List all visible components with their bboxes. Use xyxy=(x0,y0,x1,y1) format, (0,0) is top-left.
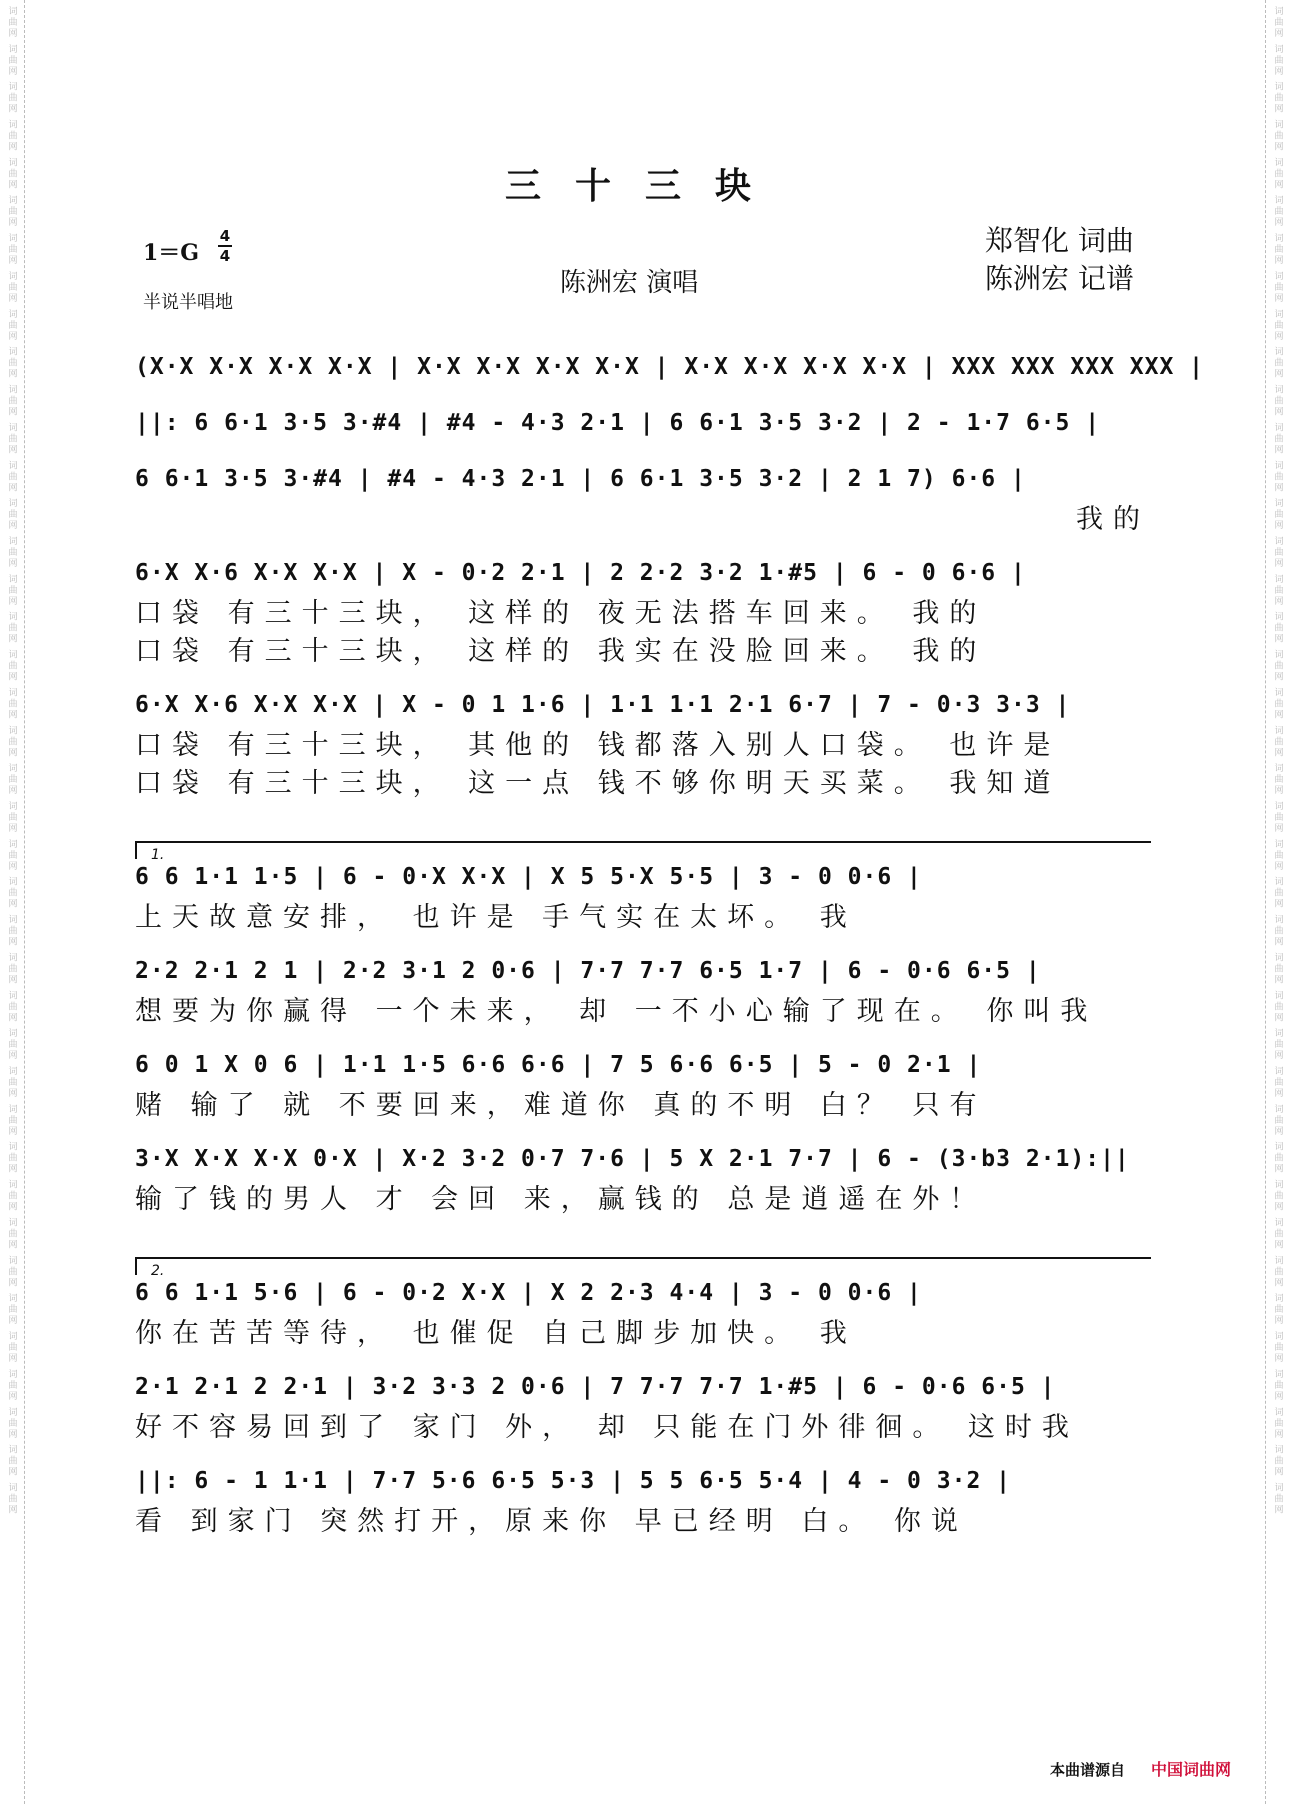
melody-line: ||: 6 - 1 1·1 | 7·7 5·6 6·5 5·3 | 5 5 6·5 5·4 | 4 - 0 3·2 | xyxy=(135,1468,1011,1494)
score-system xyxy=(135,345,1204,389)
performer: 陈洲宏 演唱 xyxy=(560,268,699,298)
score-system xyxy=(135,551,1150,671)
score-system xyxy=(135,401,1150,445)
melody-line: ||: 6 6·1 3·5 3·#4 | #4 - 4·3 2·1 | 6 6·1 3·5 3·2 | 2 - 1·7 6·5 | xyxy=(135,410,1101,436)
melody-line: (X·X X·X X·X X·X | X·X X·X X·X X·X | X·X X·X X·X X·X | XXX XXX XXX XXX | xyxy=(135,354,1204,380)
score-system xyxy=(135,683,1150,803)
footer-site-link[interactable]: 中国词曲网 xyxy=(1151,1760,1232,1779)
melody-line: 6 0 1 X 0 6 | 1·1 1·5 6·6 6·6 | 7 5 6·6 6·5 | 5 - 0 2·1 | xyxy=(135,1052,982,1078)
watermark-text: 词曲网 词曲网 词曲网 词曲网 词曲网 词曲网 词曲网 词曲网 词曲网 词曲网 词曲网 词曲网 词曲网 词曲网 词曲网 词曲网 词曲网 词曲网 词曲网 词曲网 词曲网 词曲网 词曲网 词曲网 词曲网 词曲网 词曲网 词曲网 词曲网 词曲网 词曲网 词曲网 词曲网 词曲网 词曲网 词曲网 词曲网 词曲网 词曲网 词曲网 xyxy=(6,6,17,1516)
key-signature: 1＝G xyxy=(143,240,200,266)
time-signature-bottom: 4 xyxy=(219,247,231,265)
footer xyxy=(1050,1757,1231,1780)
melody-line: 6 6 1·1 5·6 | 6 - 0·2 X·X | X 2 2·3 4·4 | 3 - 0 0·6 | xyxy=(135,1280,922,1306)
lyric-line: 上天故意安排， 也许是 手气实在太坏。 我 xyxy=(135,902,857,933)
performance-note: 半说半唱地 xyxy=(143,292,233,313)
score-system xyxy=(135,949,1150,1031)
score-system xyxy=(135,457,1150,539)
score-system xyxy=(135,1137,1150,1219)
score xyxy=(135,345,1204,1541)
volta-bracket: 2. xyxy=(135,1257,1151,1275)
lyric-line: 想要为你赢得 一个未来， 却 一不小心输了现在。 你叫我 xyxy=(135,996,1098,1027)
lyric-line: 口袋 有三十三块， 这样的 我实在没脸回来。 我的 xyxy=(135,636,987,667)
credit-transcriber: 陈洲宏 记谱 xyxy=(985,262,1134,295)
melody-line: 6·X X·6 X·X X·X | X - 0·2 2·1 | 2 2·2 3·2 1·#5 | 6 - 0 6·6 | xyxy=(135,560,1026,586)
credits xyxy=(985,222,1134,298)
score-system xyxy=(135,841,1150,937)
lyric-line: 输了钱的男人 才 会回 来，赢钱的 总是逍遥在外！ xyxy=(135,1184,987,1215)
lyric-line: 口袋 有三十三块， 这样的 夜无法搭车回来。 我的 xyxy=(135,598,987,629)
time-signature xyxy=(218,228,232,264)
melody-line: 6·X X·6 X·X X·X | X - 0 1 1·6 | 1·1 1·1 2·1 6·7 | 7 - 0·3 3·3 | xyxy=(135,692,1071,718)
melody-line: 3·X X·X X·X 0·X | X·2 3·2 0·7 7·6 | 5 X 2·1 7·7 | 6 - (3·b3 2·1):|| xyxy=(135,1146,1130,1172)
lyric-line: 口袋 有三十三块， 其他的 钱都落入别人口袋。 也许是 xyxy=(135,730,1061,761)
score-system xyxy=(135,1257,1150,1353)
score-system xyxy=(135,1459,1150,1541)
lyric-line: 赌 输了 就 不要回来，难道你 真的不明 白？ 只有 xyxy=(135,1090,987,1121)
lyric-line: 我的 xyxy=(1076,504,1150,535)
footer-source: 本曲谱源自 xyxy=(1050,1761,1126,1779)
melody-line: 2·1 2·1 2 2·1 | 3·2 3·3 2 0·6 | 7 7·7 7·7 1·#5 | 6 - 0·6 6·5 | xyxy=(135,1374,1056,1400)
melody-line: 6 6 1·1 1·5 | 6 - 0·X X·X | X 5 5·X 5·5 | 3 - 0 0·6 | xyxy=(135,864,922,890)
lyric-line: 好不容易回到了 家门 外， 却 只能在门外徘徊。 这时我 xyxy=(135,1412,1079,1443)
lyric-line: 口袋 有三十三块， 这一点 钱不够你明天买菜。 我知道 xyxy=(135,768,1061,799)
melody-line: 6 6·1 3·5 3·#4 | #4 - 4·3 2·1 | 6 6·1 3·5 3·2 | 2 1 7) 6·6 | xyxy=(135,466,1026,492)
volta-bracket: 1. xyxy=(135,841,1151,859)
lyric-line: 你在苦苦等待， 也催促 自己脚步加快。 我 xyxy=(135,1318,857,1349)
score-system xyxy=(135,1043,1150,1125)
score-system xyxy=(135,1365,1150,1447)
right-margin-watermark xyxy=(1265,0,1290,1804)
song-title: 三十三块 xyxy=(504,166,785,207)
time-signature-top: 4 xyxy=(219,227,231,245)
lyric-line: 看 到家门 突然打开，原来你 早已经明 白。 你说 xyxy=(135,1506,968,1537)
left-margin-watermark xyxy=(0,0,25,1804)
melody-line: 2·2 2·1 2 1 | 2·2 3·1 2 0·6 | 7·7 7·7 6·5 1·7 | 6 - 0·6 6·5 | xyxy=(135,958,1041,984)
credit-composer: 郑智化 词曲 xyxy=(985,224,1134,257)
watermark-text: 词曲网 词曲网 词曲网 词曲网 词曲网 词曲网 词曲网 词曲网 词曲网 词曲网 词曲网 词曲网 词曲网 词曲网 词曲网 词曲网 词曲网 词曲网 词曲网 词曲网 词曲网 词曲网 词曲网 词曲网 词曲网 词曲网 词曲网 词曲网 词曲网 词曲网 词曲网 词曲网 词曲网 词曲网 词曲网 词曲网 词曲网 词曲网 词曲网 词曲网 xyxy=(1272,6,1283,1516)
